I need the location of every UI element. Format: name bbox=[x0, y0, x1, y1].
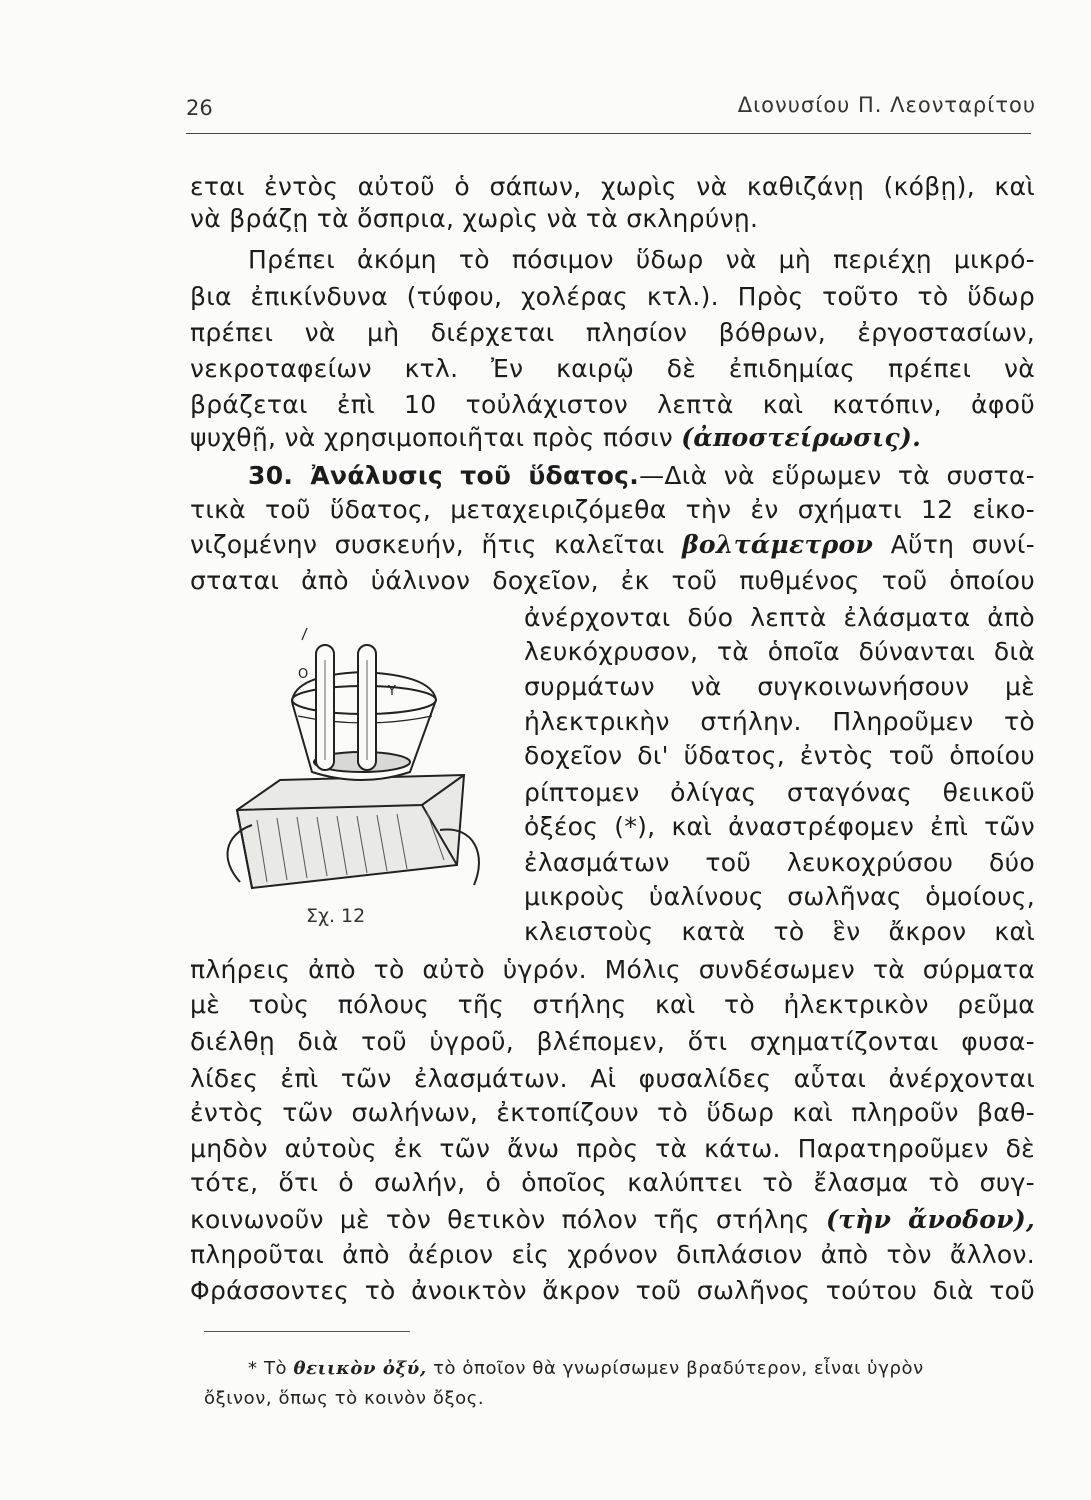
text-run: —Διὰ νὰ εὕρωμεν τὰ συστα- bbox=[639, 461, 1035, 490]
text-line: πλήρεις ἀπὸ τὸ αὐτὸ ὑγρόν. Μόλις συνδέσωμεν τὰ σύρματα bbox=[190, 955, 1035, 984]
emphasis-term: (ἀποστείρωσις). bbox=[681, 423, 922, 452]
wrapped-text-line: δοχεῖον δι' ὕδατος, ἐντὸς τοῦ ὁποίου bbox=[524, 741, 1035, 770]
wrapped-text-line: ἐλασμάτων τοῦ λευκοχρύσου δύο bbox=[524, 848, 1035, 877]
text-line: διέλθῃ διὰ τοῦ ὑγροῦ, βλέπομεν, ὅτι σχηματίζονται φυσα- bbox=[190, 1027, 1035, 1056]
paragraph-first-line: Πρέπει ἀκόμη τὸ πόσιμον ὕδωρ νὰ μὴ περιέχῃ μικρό- bbox=[248, 245, 1035, 274]
section-title: 30. Ἀνάλυσις τοῦ ὕδατος. bbox=[248, 461, 640, 490]
text-line: σταται ἀπὸ ὑάλινον δοχεῖον, ἐκ τοῦ πυθμένος τοῦ ὁποίου bbox=[190, 566, 1035, 595]
text-line: λίδες ἐπὶ τῶν ἐλασμάτων. Αἱ φυσαλίδες αὗται ἀνέρχονται bbox=[190, 1064, 1035, 1093]
text-line: Φράσσοντες τὸ ἀνοικτὸν ἄκρον τοῦ σωλῆνος τούτου διὰ τοῦ bbox=[190, 1276, 1035, 1305]
figure-label-o: O bbox=[298, 667, 309, 682]
text-line: εται ἐντὸς αὐτοῦ ὁ σάπων, χωρὶς νὰ καθιζάνῃ (κόβῃ), καὶ bbox=[190, 172, 1035, 201]
footnote-line-2: ὄξινον, ὅπως τὸ κοινὸν ὄξος. bbox=[204, 1388, 485, 1409]
text-line: νεκροταφείων κτλ. Ἐν καιρῷ δὲ ἐπιδημίας πρέπει νὰ bbox=[190, 354, 1035, 383]
page-number: 26 bbox=[186, 96, 213, 120]
emphasis-term: βολτάμετρον bbox=[682, 530, 874, 559]
footnote-marker: * bbox=[248, 1358, 258, 1379]
text-line bbox=[190, 1205, 1035, 1235]
text-line: πρέπει νὰ μὴ διέρχεται πλησίον βόθρων, ἐργοστασίων, bbox=[190, 318, 1035, 347]
running-header-author: Διονυσίου Π. Λεονταρίτου bbox=[737, 93, 1036, 117]
wrapped-text-line: μικροὺς ὑαλίνους σωλῆνας ὁμοίους, bbox=[524, 882, 1035, 911]
text-run: ψυχθῇ, νὰ χρησιμοποιῆται πρὸς πόσιν bbox=[190, 423, 674, 452]
footnote-rule bbox=[204, 1331, 410, 1332]
wrapped-text-line: ἀνέρχονται δύο λεπτὰ ἐλάσματα ἀπὸ bbox=[524, 603, 1035, 632]
text-run: κοινωνοῦν μὲ τὸν θετικὸν πόλον τῆς στήλης bbox=[190, 1205, 810, 1234]
text-line: νὰ βράζῃ τὰ ὄσπρια, χωρὶς νὰ τὰ σκληρύνῃ. bbox=[190, 204, 759, 233]
text-line bbox=[190, 423, 1035, 453]
text-line: μὲ τοὺς πόλους τῆς στήλης καὶ τὸ ἠλεκτρικὸν ρεῦμα bbox=[190, 990, 1035, 1019]
wrapped-text-line: συρμάτων νὰ συγκοινωνήσουν μὲ bbox=[524, 672, 1035, 701]
text-run: Αὕτη συνί- bbox=[890, 530, 1035, 559]
voltameter-illustration bbox=[212, 620, 502, 910]
text-line: βια ἐπικίνδυνα (τύφου, χολέρας κτλ.). Πρὸς τοῦτο τὸ ὕδωρ bbox=[190, 282, 1035, 311]
text-line bbox=[190, 530, 1035, 560]
figure-caption: Σχ. 12 bbox=[306, 905, 366, 927]
emphasis-term: (τὴν ἄνοδον), bbox=[825, 1205, 1035, 1234]
text-line: τότε, ὅτι ὁ σωλήν, ὁ ὁποῖος καλύπτει τὸ ἔλασμα τὸ συγ- bbox=[190, 1168, 1035, 1197]
footnote-line-1 bbox=[248, 1358, 924, 1379]
voltameter-figure bbox=[212, 620, 502, 930]
section-heading-line bbox=[190, 461, 1035, 491]
footnote-term: θειικὸν ὀξύ, bbox=[293, 1358, 427, 1379]
text-line: βράζεται ἐπὶ 10 τοὐλάχιστον λεπτὰ καὶ κατόπιν, ἀφοῦ bbox=[190, 390, 1035, 419]
wrapped-text-line: ρίπτομεν ὀλίγας σταγόνας θειικοῦ bbox=[524, 778, 1035, 807]
text-line: πληροῦται ἀπὸ ἀέριον εἰς χρόνον διπλάσιον ἀπὸ τὸν ἄλλον. bbox=[190, 1240, 1035, 1269]
wrapped-text-line: κλειστοὺς κατὰ τὸ ἓν ἄκρον καὶ bbox=[524, 917, 1035, 946]
wrapped-text-line: ὀξέος (*), καὶ ἀναστρέφομεν ἐπὶ τῶν bbox=[524, 812, 1035, 841]
wrapped-text-line: λευκόχρυσον, τὰ ὁποῖα δύνανται διὰ bbox=[524, 637, 1035, 666]
text-line: ἐντὸς τῶν σωλήνων, ἐκτοπίζουν τὸ ὕδωρ καὶ πληροῦν βαθ- bbox=[190, 1098, 1035, 1127]
text-line: τικὰ τοῦ ὕδατος, μεταχειριζόμεθα τὴν ἐν σχήματι 12 εἰκο- bbox=[190, 495, 1035, 524]
text-run: τὸ ὁποῖον θὰ γνωρίσωμεν βραδύτερον, εἶναι ὑγρὸν bbox=[433, 1358, 924, 1379]
wrapped-text-line: ἠλεκτρικὴν στήλην. Πληροῦμεν τὸ bbox=[524, 707, 1035, 736]
text-run: Τὸ bbox=[263, 1358, 288, 1379]
text-run: νιζομένην συσκευήν, ἥτις καλεῖται bbox=[190, 530, 665, 559]
figure-label-y: Y bbox=[388, 684, 396, 699]
text-line: μηδὸν αὐτοὺς ἐκ τῶν ἄνω πρὸς τὰ κάτω. Παρατηροῦμεν δὲ bbox=[190, 1134, 1035, 1163]
header-rule bbox=[186, 133, 1031, 134]
